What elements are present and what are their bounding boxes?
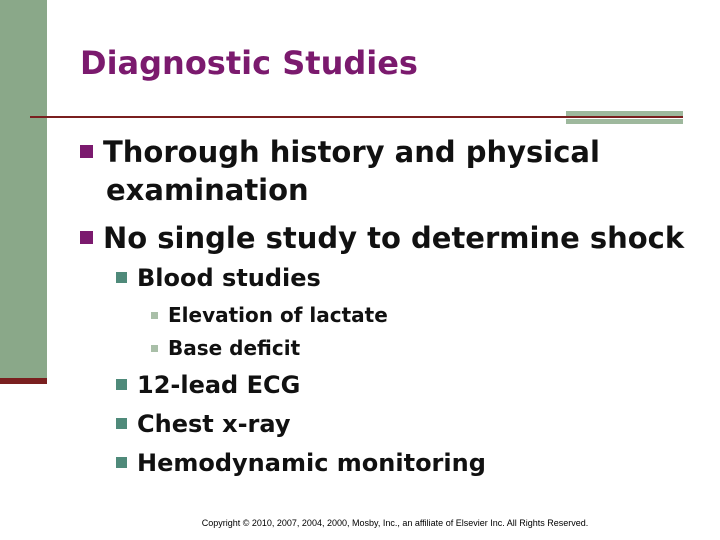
sub-bullet-blood-studies [116,262,321,294]
bullet-single-study [80,219,684,257]
sub-bullet-blood-studies-text: Blood studies [137,264,321,292]
sub-bullet-ecg-text: 12-lead ECG [137,371,301,399]
slide-title: Diagnostic Studies [80,44,418,82]
sub-bullet-marker [116,418,127,429]
sub-bullet-marker [116,457,127,468]
divider-accent-top [566,111,683,116]
bullet-single-study-text: No single study to determine shock [103,221,685,255]
bullet-marker [80,231,93,244]
bullet-marker [80,145,93,158]
sub-bullet-chest-xray [116,408,290,440]
bullet-history-cont [106,171,309,209]
sub-sub-bullet-base-deficit [151,334,300,362]
sub-bullet-marker [116,272,127,283]
title-divider [30,116,683,118]
sub-sub-bullet-marker [151,345,158,352]
sub-sub-bullet-lactate-text: Elevation of lactate [168,303,388,327]
sub-bullet-hemodynamic-text: Hemodynamic monitoring [137,449,486,477]
sub-sub-bullet-base-deficit-text: Base deficit [168,336,301,360]
bullet-history [80,133,600,171]
bullet-history-cont-text: examination [106,173,309,207]
side-decor-bar [0,0,47,382]
side-decor-accent [0,378,47,384]
sub-bullet-hemodynamic [116,447,486,479]
divider-accent-bottom [566,119,683,124]
bullet-history-text: Thorough history and physical [103,135,600,169]
sub-bullet-marker [116,379,127,390]
sub-bullet-ecg [116,369,300,401]
sub-sub-bullet-marker [151,312,158,319]
copyright-footer: Copyright © 2010, 2007, 2004, 2000, Mosby, Inc., an affiliate of Elsevier Inc. All Rights Reserved. [201,518,589,528]
sub-bullet-chest-xray-text: Chest x-ray [137,410,291,438]
sub-sub-bullet-lactate [151,301,388,329]
